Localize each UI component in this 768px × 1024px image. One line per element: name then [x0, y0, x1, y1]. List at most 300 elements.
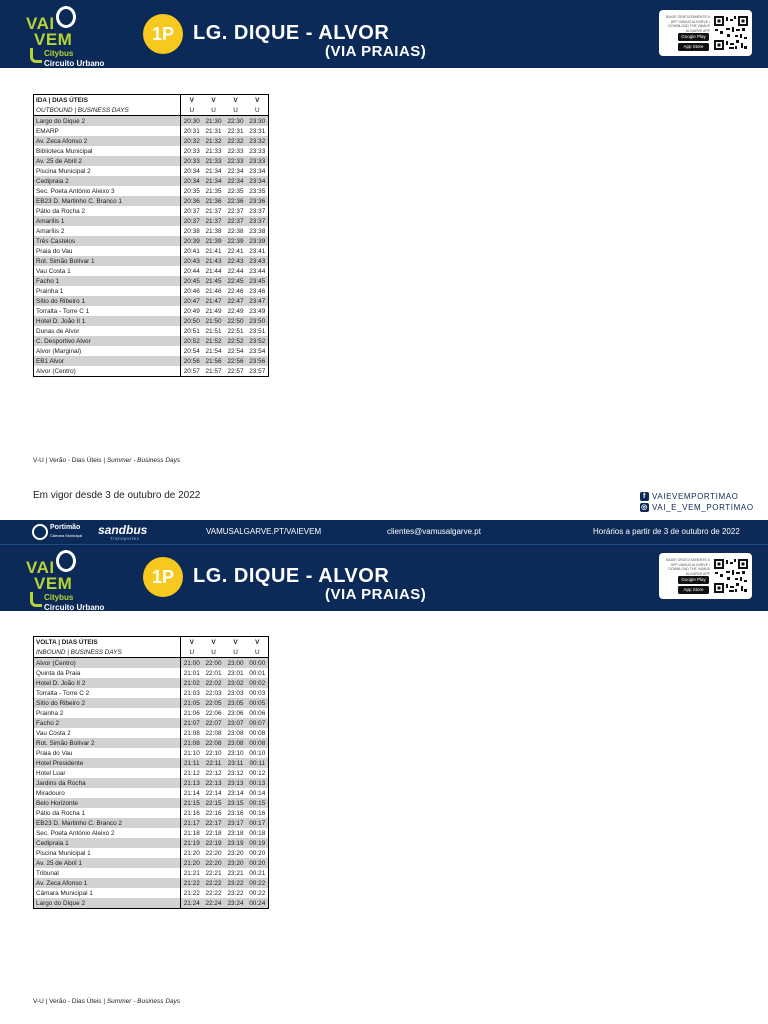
departure-time: 20:35: [183, 187, 200, 195]
route-subtitle: (VIA PRAIAS): [325, 43, 427, 60]
stop-name: Rot. Simão Bolívar 2: [34, 738, 181, 748]
departure-time: 21:20: [181, 858, 203, 868]
departure-time: 20:37: [181, 216, 203, 226]
departure-time: 00:13: [247, 778, 269, 788]
departure-time: 23:43: [247, 256, 269, 266]
departure-time: 23:44: [247, 266, 269, 276]
col-code: V: [225, 637, 247, 648]
departure-time: 20:54: [183, 347, 200, 355]
stop-name: Sec. Poeta António Aleixo 3: [34, 186, 181, 196]
departure-time: 23:05: [225, 698, 247, 708]
stop-name: Torralta - Torre C 1: [34, 306, 181, 316]
timetable-row: [34, 688, 269, 698]
stop-name: Hotel Presidente: [34, 758, 181, 768]
instagram-handle: VAI_E_VEM_PORTIMAO: [652, 503, 754, 512]
departure-time: 21:31: [205, 127, 222, 135]
e-mark-icon: [56, 6, 76, 28]
stop-name: Amarílis 1: [34, 216, 181, 226]
inbound-header-row: [34, 637, 269, 648]
stop-name: Hotel D. João II 2: [34, 678, 181, 688]
departure-time: 00:20: [247, 858, 269, 868]
departure-time: 00:17: [247, 818, 269, 828]
timetable-row: [34, 286, 269, 296]
col-code: U: [203, 647, 225, 658]
departure-time: 20:43: [181, 256, 203, 266]
departure-time: 21:08: [181, 738, 203, 748]
departure-time: 22:12: [205, 769, 222, 777]
departure-time: 00:06: [247, 708, 269, 718]
departure-time: 21:22: [183, 889, 200, 897]
departure-time: 20:33: [181, 156, 203, 166]
timetable-row: [34, 668, 269, 678]
col-code: V: [247, 95, 269, 106]
departure-time: 00:11: [247, 758, 269, 768]
departure-time: 23:00: [225, 658, 247, 669]
departure-time: 23:14: [227, 789, 244, 797]
stop-name: Prainha 1: [34, 286, 181, 296]
departure-time: 23:54: [247, 346, 269, 356]
header-band-second: [0, 545, 768, 611]
outbound-header-row: [34, 95, 269, 106]
departure-time: 23:37: [247, 216, 269, 226]
departure-time: 23:52: [247, 336, 269, 346]
departure-time: 20:32: [181, 136, 203, 146]
departure-time: 21:02: [181, 678, 203, 688]
departure-time: 23:17: [225, 818, 247, 828]
departure-time: 23:19: [225, 838, 247, 848]
departure-time: 22:20: [203, 858, 225, 868]
departure-time: 21:47: [203, 296, 225, 306]
qr-code-icon[interactable]: [713, 15, 749, 51]
valid-from-notice: Em vigor desde 3 de outubro de 2022: [33, 490, 201, 501]
website-link[interactable]: VAMUSALGARVE.PT/VAIEVEM: [206, 527, 322, 536]
timetable-row: [34, 316, 269, 326]
stop-name: Alvor (Centro): [34, 366, 181, 377]
departure-time: 00:03: [247, 688, 269, 698]
outbound-rows: [34, 116, 269, 377]
col-code: V: [181, 95, 203, 106]
stop-name: EB23 D. Martinho C. Branco 2: [34, 818, 181, 828]
departure-time: 23:20: [227, 849, 244, 857]
col-code: V: [247, 637, 269, 648]
timetable-row: [34, 146, 269, 156]
stop-name: Sec. Poeta António Aleixo 2: [34, 828, 181, 838]
departure-time: 21:56: [203, 356, 225, 366]
stop-name: Sítio do Ribeiro 1: [34, 296, 181, 306]
departure-time: 21:37: [205, 207, 222, 215]
timetable-row: [34, 708, 269, 718]
departure-time: 21:14: [183, 789, 200, 797]
departure-time: 21:37: [203, 216, 225, 226]
departure-time: 22:21: [205, 869, 222, 877]
stop-name: Miradouro: [34, 788, 181, 798]
stop-name: Quinta da Praia: [34, 668, 181, 678]
departure-time: 23:24: [225, 898, 247, 909]
timetable-row: [34, 166, 269, 176]
departure-time: 21:18: [183, 829, 200, 837]
logo-citybus: Citybus: [44, 49, 74, 58]
logo-citybus: Citybus: [44, 593, 74, 602]
instagram-link[interactable]: [640, 503, 754, 512]
departure-time: 23:39: [247, 236, 269, 246]
departure-time: 23:37: [247, 206, 269, 216]
outbound-subheader-row: [34, 105, 269, 116]
departure-time: 00:07: [247, 718, 269, 728]
arrow-hook-icon: [30, 48, 42, 63]
stop-name: Vau Costa 2: [34, 728, 181, 738]
departure-time: 23:10: [227, 749, 244, 757]
stop-name: Prainha 2: [34, 708, 181, 718]
departure-time: 23:08: [227, 729, 244, 737]
departure-time: 22:37: [227, 207, 244, 215]
departure-time: 23:33: [247, 146, 269, 156]
timetable-row: [34, 116, 269, 127]
route-badge: 1P: [143, 557, 183, 597]
stop-name: Cedipraia 2: [34, 176, 181, 186]
stop-name: Belo Horizonte: [34, 798, 181, 808]
timetable-row: [34, 848, 269, 858]
timetable-row: [34, 858, 269, 868]
departure-time: 21:10: [183, 749, 200, 757]
departure-time: 23:33: [247, 156, 269, 166]
departure-time: 21:01: [183, 669, 200, 677]
email-link[interactable]: clientes@vamusalgarve.pt: [387, 527, 481, 536]
departure-time: 22:34: [227, 167, 244, 175]
outbound-legend: [33, 457, 180, 464]
departure-time: 23:36: [247, 196, 269, 206]
logo-line1: VAI: [26, 558, 55, 577]
stop-name: Alvor (Centro): [34, 658, 181, 669]
timetable-row: [34, 768, 269, 778]
stop-name: Facho 1: [34, 276, 181, 286]
app-download-text: BAIXE GRATUITAMENTE A APP VAMUS ALGARVE / DOWNLOAD THE VAMUS ALGARVE APP: [666, 15, 710, 33]
departure-time: 22:33: [225, 156, 247, 166]
departure-time: 22:19: [203, 838, 225, 848]
logo-circuito-urbano: Circuito Urbano: [44, 59, 105, 68]
departure-time: 21:12: [183, 769, 200, 777]
stop-name: Câmara Municipal 1: [34, 888, 181, 898]
departure-time: 22:18: [205, 829, 222, 837]
departure-time: 21:34: [205, 167, 222, 175]
departure-time: 23:30: [247, 116, 269, 127]
departure-time: 00:05: [247, 698, 269, 708]
departure-time: 20:47: [181, 296, 203, 306]
portimao-logo-icon: [32, 524, 48, 540]
departure-time: 21:50: [203, 316, 225, 326]
col-code: U: [181, 647, 203, 658]
departure-time: 23:38: [247, 226, 269, 236]
departure-time: 22:22: [203, 878, 225, 888]
legend-english: Summer - Business Days: [106, 998, 181, 1005]
municipality-name: Portimão: [50, 524, 81, 531]
departure-time: 22:34: [225, 176, 247, 186]
departure-time: 00:10: [247, 748, 269, 758]
stop-name: Pátio da Rocha 2: [34, 206, 181, 216]
col-code: V: [203, 637, 225, 648]
departure-time: 21:06: [183, 709, 200, 717]
timetable-row: [34, 216, 269, 226]
stop-name: Vau Costa 1: [34, 266, 181, 276]
departure-time: 23:22: [227, 889, 244, 897]
departure-time: 22:08: [205, 729, 222, 737]
stop-name: Sítio do Ribeiro 2: [34, 698, 181, 708]
e-mark-icon: [56, 550, 76, 572]
stop-name: Cedipraia 1: [34, 838, 181, 848]
departure-time: 22:32: [225, 136, 247, 146]
timetable-row: [34, 888, 269, 898]
outbound-title: IDA | DIAS ÚTEIS: [34, 95, 181, 106]
departure-time: 22:08: [203, 738, 225, 748]
route-title: LG. DIQUE - ALVOR: [193, 565, 390, 587]
departure-time: 00:02: [247, 678, 269, 688]
departure-time: 23:50: [247, 316, 269, 326]
departure-time: 21:20: [183, 849, 200, 857]
departure-time: 21:54: [205, 347, 222, 355]
departure-time: 21:44: [205, 267, 222, 275]
departure-time: 20:44: [183, 267, 200, 275]
col-code: U: [247, 647, 269, 658]
sandbus-sub: Transportes: [110, 536, 140, 541]
departure-time: 21:43: [203, 256, 225, 266]
timetable-row: [34, 778, 269, 788]
stop-name: Largo do Dique 2: [34, 116, 181, 127]
departure-time: 23:12: [227, 769, 244, 777]
stop-name: Jardins da Rocha: [34, 778, 181, 788]
timetable-row: [34, 728, 269, 738]
timetable-row: [34, 246, 269, 256]
departure-time: 21:38: [205, 227, 222, 235]
timetable-row: [34, 898, 269, 909]
departure-time: 22:44: [227, 267, 244, 275]
departure-time: 23:16: [227, 809, 244, 817]
departure-time: 22:06: [205, 709, 222, 717]
departure-time: 22:13: [203, 778, 225, 788]
departure-time: 22:39: [225, 236, 247, 246]
departure-time: 20:30: [181, 116, 203, 127]
departure-time: 23:57: [247, 366, 269, 377]
stop-name: Hotel D. João II 1: [34, 316, 181, 326]
stop-name: Hotel Luar: [34, 768, 181, 778]
facebook-handle: VAIEVEMPORTIMAO: [652, 492, 739, 501]
timetable-row: [34, 868, 269, 878]
departure-time: 20:38: [183, 227, 200, 235]
outbound-subtitle: OUTBOUND | BUSINESS DAYS: [34, 105, 181, 116]
departure-time: 21:05: [181, 698, 203, 708]
inbound-timetable: [33, 636, 269, 909]
departure-time: 23:01: [227, 669, 244, 677]
departure-time: 22:02: [203, 678, 225, 688]
stop-name: EMARP: [34, 126, 181, 136]
header-band-top: [0, 0, 768, 68]
timetable-row: [34, 236, 269, 246]
departure-time: 22:11: [203, 758, 225, 768]
departure-time: 21:39: [203, 236, 225, 246]
timetable-row: [34, 186, 269, 196]
departure-time: 21:13: [181, 778, 203, 788]
departure-time: 23:21: [227, 869, 244, 877]
route-title: LG. DIQUE - ALVOR: [193, 22, 390, 44]
departure-time: 23:35: [247, 186, 269, 196]
col-code: V: [203, 95, 225, 106]
departure-time: 21:34: [203, 176, 225, 186]
stop-name: EB1 Alvor: [34, 356, 181, 366]
google-play-badge[interactable]: Google Play: [678, 576, 709, 584]
departure-time: 23:56: [247, 356, 269, 366]
instagram-icon: ◎: [641, 504, 648, 512]
departure-time: 00:01: [247, 668, 269, 678]
departure-time: 23:03: [227, 689, 244, 697]
departure-time: 23:46: [247, 286, 269, 296]
departure-time: 20:46: [183, 287, 200, 295]
qr-code-icon[interactable]: [713, 558, 749, 594]
departure-time: 22:37: [225, 216, 247, 226]
stop-name: Praia do Vau: [34, 748, 181, 758]
sandbus-logo: sandbus: [98, 523, 148, 537]
departure-time: 22:30: [225, 116, 247, 127]
arrow-hook-icon: [30, 592, 42, 607]
departure-time: 20:37: [183, 207, 200, 215]
logo-circuito-urbano: Circuito Urbano: [44, 603, 105, 612]
departure-time: 00:18: [247, 828, 269, 838]
departure-time: 20:57: [181, 366, 203, 377]
departure-time: 22:01: [205, 669, 222, 677]
departure-time: 21:11: [181, 758, 203, 768]
stop-name: Av. 25 de Abril 1: [34, 858, 181, 868]
logo-line2: VEM: [34, 30, 73, 49]
col-code: U: [203, 105, 225, 116]
inbound-title: VOLTA | DIAS ÚTEIS: [34, 637, 181, 648]
inbound-subtitle: INBOUND | BUSINESS DAYS: [34, 647, 181, 658]
municipality-sub: Câmara Municipal: [50, 533, 83, 538]
departure-time: 20:56: [181, 356, 203, 366]
timetable-row: [34, 738, 269, 748]
stop-name: Dunas de Alvor: [34, 326, 181, 336]
departure-time: 23:08: [225, 738, 247, 748]
app-download-text: BAIXE GRATUITAMENTE A APP VAMUS ALGARVE / DOWNLOAD THE VAMUS ALGARVE APP: [666, 558, 710, 576]
timetable-row: [34, 306, 269, 316]
departure-time: 00:14: [247, 788, 269, 798]
departure-time: 22:03: [205, 689, 222, 697]
departure-time: 23:34: [247, 176, 269, 186]
vai-e-vem-logo: [26, 552, 126, 612]
departure-time: 21:45: [203, 276, 225, 286]
departure-time: 20:36: [181, 196, 203, 206]
timetable-row: [34, 808, 269, 818]
stop-name: Av. Zeca Afonso 2: [34, 136, 181, 146]
departure-time: 20:41: [183, 247, 200, 255]
timetable-row: [34, 226, 269, 236]
app-download-box[interactable]: [659, 553, 752, 599]
departure-time: 21:19: [181, 838, 203, 848]
departure-time: 22:31: [227, 127, 244, 135]
departure-time: 22:10: [205, 749, 222, 757]
logo-line2: VEM: [34, 574, 73, 593]
departure-time: 00:12: [247, 768, 269, 778]
app-store-badge[interactable]: App Store: [678, 43, 709, 51]
departure-time: 22:47: [225, 296, 247, 306]
departure-time: 23:02: [225, 678, 247, 688]
departure-time: 22:45: [225, 276, 247, 286]
stop-name: C. Desportivo Alvor: [34, 336, 181, 346]
legend-code: V-U | Verão - Dias Úteis |: [33, 457, 107, 464]
timetable-row: [34, 718, 269, 728]
departure-time: 00:08: [247, 738, 269, 748]
departure-time: 00:20: [247, 848, 269, 858]
departure-time: 22:22: [205, 889, 222, 897]
stop-name: EB23 D. Martinho C. Branco 1: [34, 196, 181, 206]
departure-time: 22:52: [225, 336, 247, 346]
timetable-row: [34, 828, 269, 838]
departure-time: 22:20: [205, 849, 222, 857]
departure-time: 22:17: [203, 818, 225, 828]
departure-time: 23:07: [225, 718, 247, 728]
col-code: U: [181, 105, 203, 116]
departure-time: 00:21: [247, 868, 269, 878]
google-play-badge[interactable]: Google Play: [678, 33, 709, 41]
col-code: V: [181, 637, 203, 648]
legend-code: V-U | Verão - Dias Úteis |: [33, 998, 107, 1005]
route-badge: 1P: [143, 14, 183, 54]
departure-time: 23:45: [247, 276, 269, 286]
departure-time: 21:22: [181, 878, 203, 888]
departure-time: 21:32: [203, 136, 225, 146]
departure-time: 22:00: [203, 658, 225, 669]
departure-time: 20:45: [181, 276, 203, 286]
app-store-badge[interactable]: App Store: [678, 586, 709, 594]
departure-time: 22:05: [203, 698, 225, 708]
inbound-rows: [34, 658, 269, 909]
departure-time: 21:57: [203, 366, 225, 377]
departure-time: 21:17: [181, 818, 203, 828]
stop-name: Piscina Municipal 1: [34, 848, 181, 858]
timetable-row: [34, 266, 269, 276]
timetable-row: [34, 838, 269, 848]
stop-name: Facho 2: [34, 718, 181, 728]
timetable-row: [34, 698, 269, 708]
stop-name: Av. Zeca Afonso 1: [34, 878, 181, 888]
departure-time: 21:35: [205, 187, 222, 195]
col-code: V: [225, 95, 247, 106]
stop-name: Alvor (Marginal): [34, 346, 181, 356]
departure-time: 22:50: [225, 316, 247, 326]
route-subtitle: (VIA PRAIAS): [325, 586, 427, 603]
inbound-legend: [33, 998, 180, 1005]
facebook-link[interactable]: [640, 492, 739, 501]
legend-english: Summer - Business Days: [106, 457, 181, 464]
departure-time: 21:24: [181, 898, 203, 909]
departure-time: 23:51: [247, 326, 269, 336]
stop-name: Amarílis 2: [34, 226, 181, 236]
stop-name: Pátio da Rocha 1: [34, 808, 181, 818]
facebook-icon: f: [640, 492, 649, 501]
departure-time: 22:49: [227, 307, 244, 315]
timetable-row: [34, 336, 269, 346]
departure-time: 22:43: [225, 256, 247, 266]
departure-time: 00:24: [247, 898, 269, 909]
stop-name: Av. 25 de Abril 2: [34, 156, 181, 166]
app-download-box[interactable]: [659, 10, 752, 56]
timetable-row: [34, 206, 269, 216]
departure-time: 00:15: [247, 798, 269, 808]
departure-time: 20:33: [183, 147, 200, 155]
departure-time: 00:19: [247, 838, 269, 848]
departure-time: 22:38: [227, 227, 244, 235]
departure-time: 20:52: [181, 336, 203, 346]
timetable-row: [34, 758, 269, 768]
departure-time: 21:21: [183, 869, 200, 877]
departure-time: 22:54: [227, 347, 244, 355]
departure-time: 23:18: [227, 829, 244, 837]
